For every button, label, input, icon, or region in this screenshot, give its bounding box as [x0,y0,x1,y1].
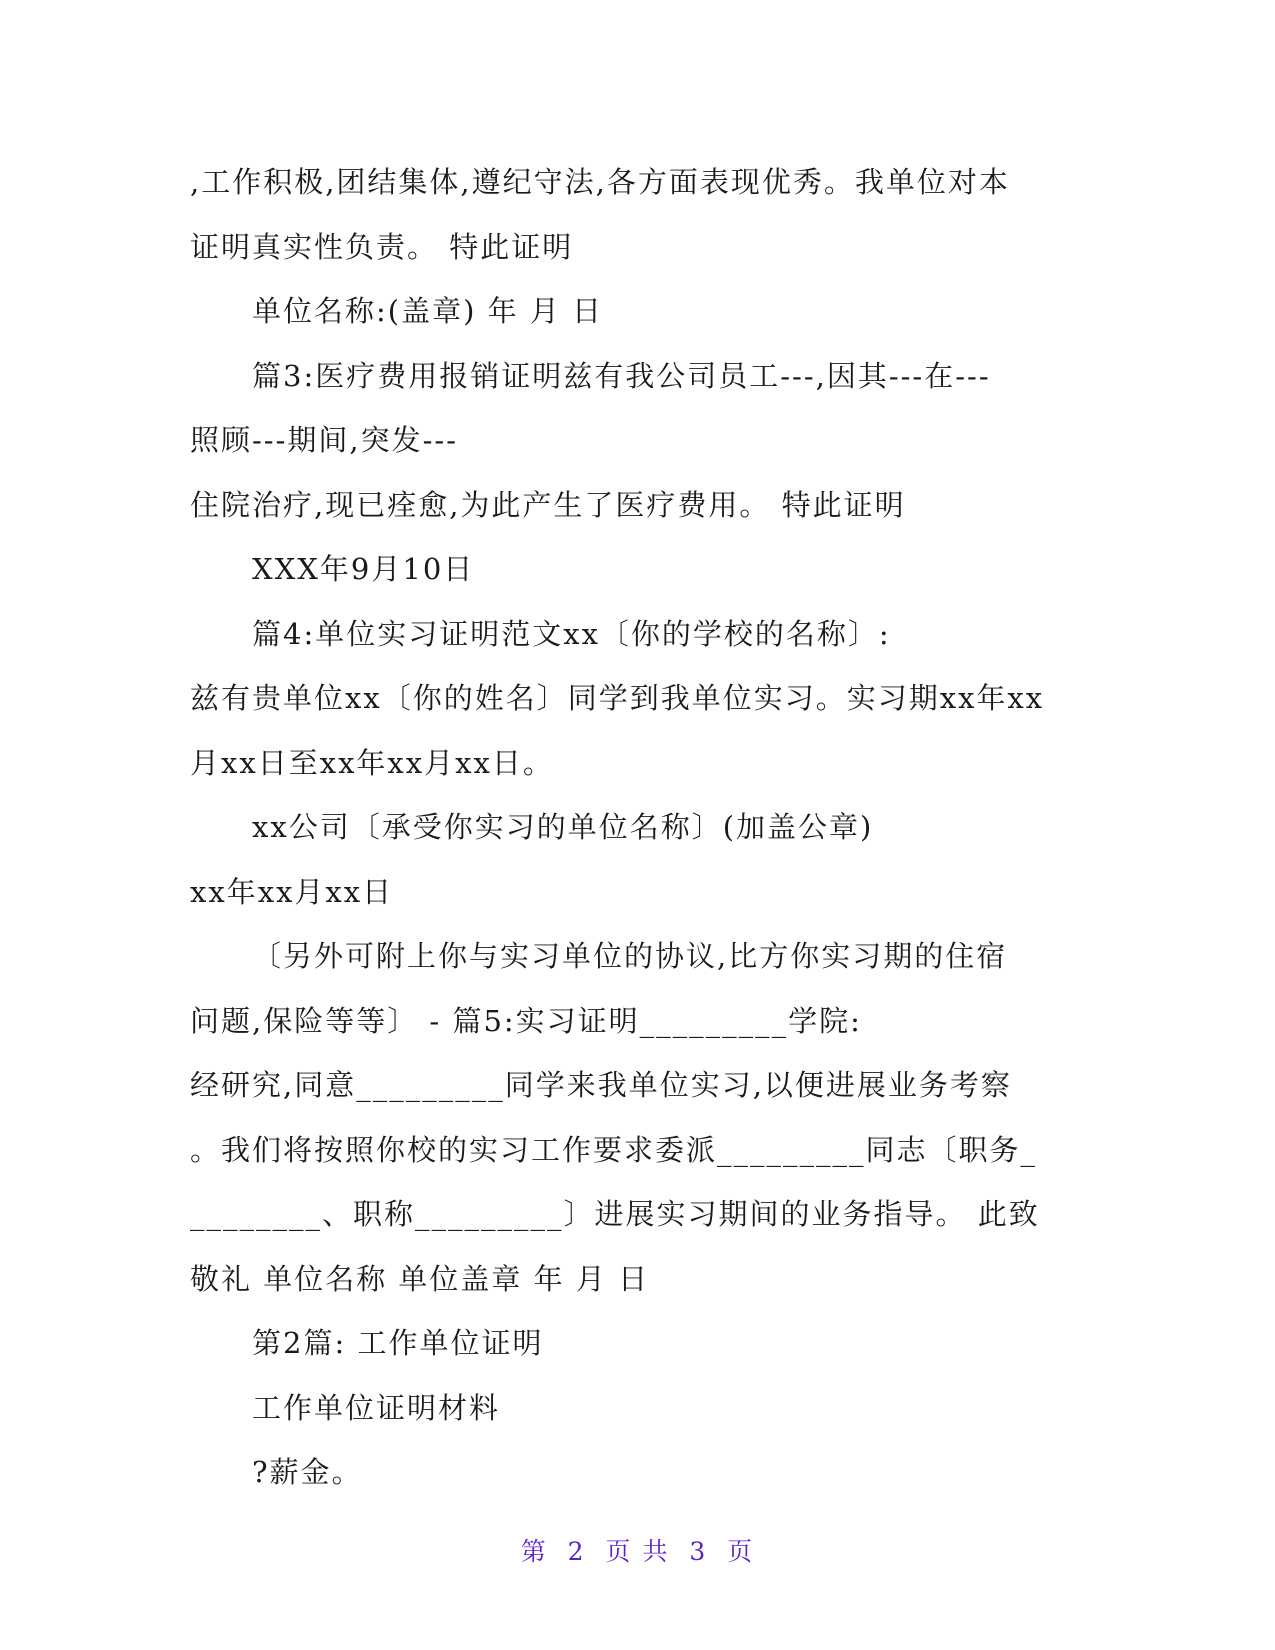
text-line: 经研究,同意_________同学来我单位实习,以便进展业务考察 [190,1068,1012,1102]
text-line: 单位名称:(盖章) 年 月 日 [252,294,604,328]
document-body [190,150,1085,1505]
text-line: 证明真实性负责。 特此证明 [190,229,574,264]
text-line: 兹有贵单位xx〔你的姓名〕同学到我单位实习。实习期xx年xx [190,681,1045,715]
footer-suffix: 页 [727,1537,755,1566]
section-heading: 篇3:医疗费用报销证明兹有我公司员工---,因其---在--- [252,358,991,393]
text-line: 〔另外可附上你与实习单位的协议,比方你实习期的住宿 [252,939,1008,973]
text-line: 照顾---期间,突发--- [190,423,459,457]
current-page-number: 2 [567,1537,586,1566]
text-line: xx公司〔承受你实习的单位名称〕(加盖公章) [252,810,874,844]
text-line: 月xx日至xx年xx月xx日。 [190,745,554,780]
text-line: 。我们将按照你校的实习工作要求委派_________同志〔职务_ [190,1132,1038,1167]
text-line: ,工作积极,团结集体,遵纪守法,各方面表现优秀。我单位对本 [190,165,1010,199]
text-line: 问题,保险等等〕 - 篇5:实习证明_________学院: [190,1003,862,1038]
text-line: 住院治疗,现已痊愈,为此产生了医疗费用。 特此证明 [190,487,906,522]
page-footer [0,1532,1275,1568]
section-heading: 第2篇: 工作单位证明 [252,1326,544,1360]
date-line: xx年xx月xx日 [190,874,394,909]
text-line: 敬礼 单位名称 单位盖章 年 月 日 [190,1261,650,1296]
section-heading: 篇4:单位实习证明范文xx〔你的学校的名称〕: [252,616,891,651]
footer-middle: 页 共 [605,1537,670,1566]
text-line: 工作单位证明材料 [252,1390,501,1425]
date-line: XXX年9月10日 [252,552,475,586]
total-pages-number: 3 [689,1537,708,1566]
footer-prefix: 第 [520,1537,548,1566]
text-line: ________、职称_________〕进展实习期间的业务指导。 此致 [190,1197,1040,1231]
text-line: ?薪金。 [252,1455,363,1489]
